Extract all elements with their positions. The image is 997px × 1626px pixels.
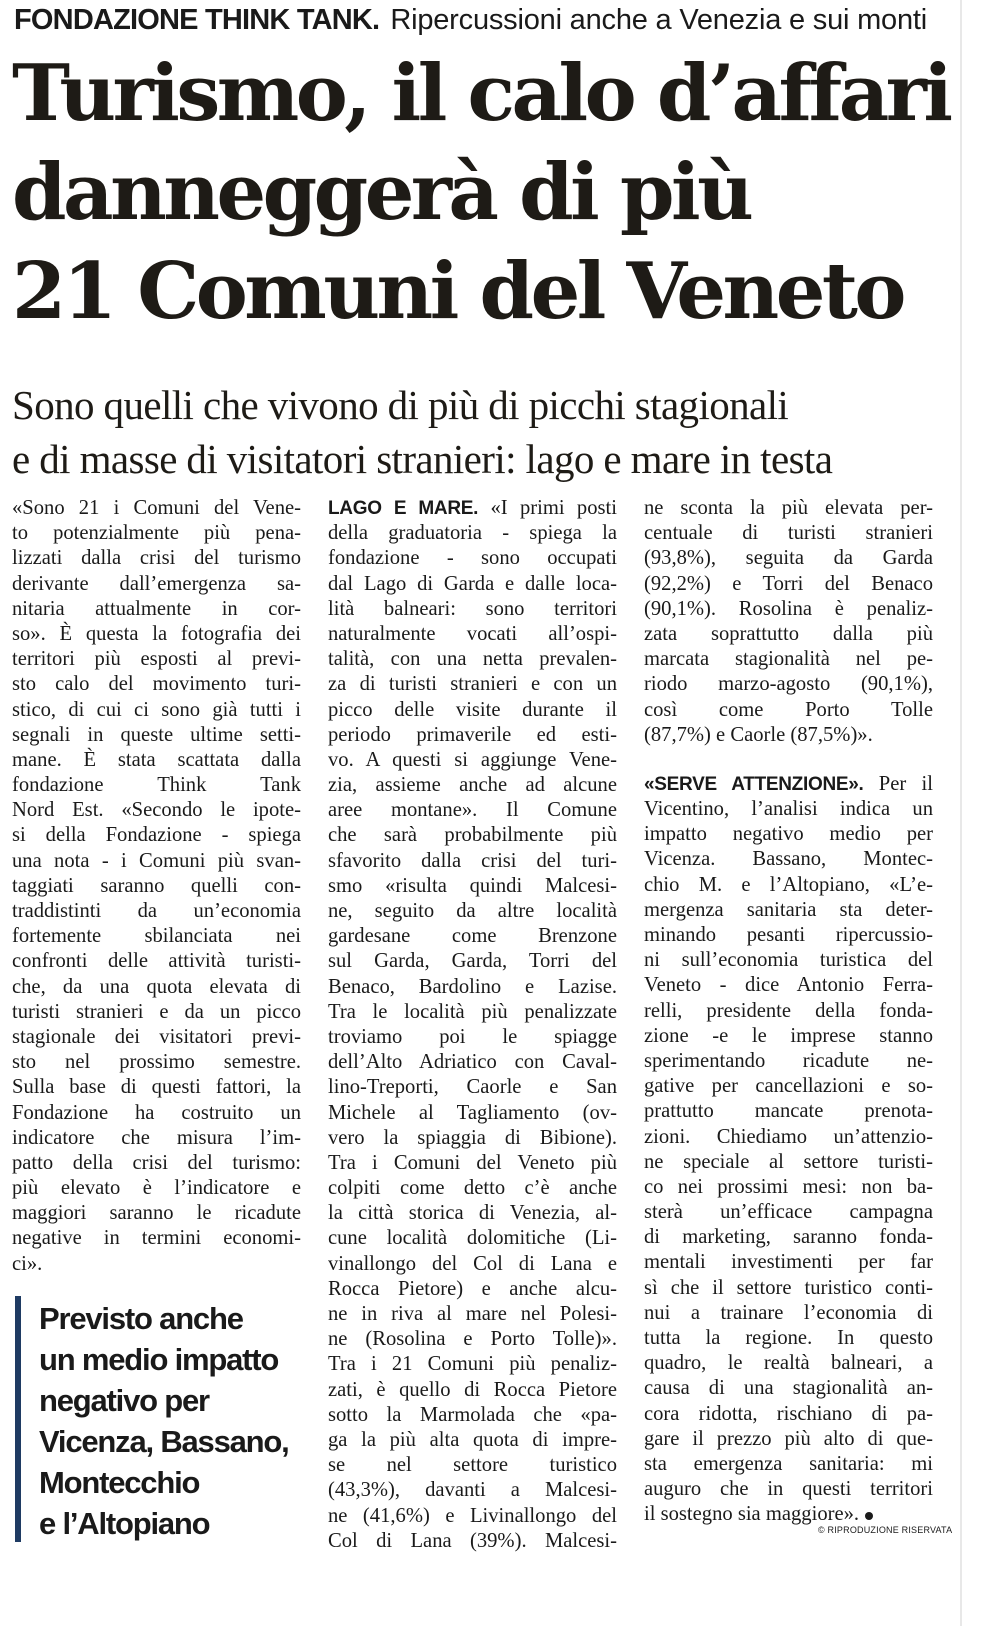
column-line: patto della crisi del turismo: (12, 1151, 301, 1174)
column-line: segnali in queste ultime setti- (12, 723, 301, 746)
column-line: causa di una stagionalità an- (644, 1377, 933, 1400)
column-line: centuale di turisti stranieri (644, 522, 933, 545)
column-line: to potenzialmente più pena- (12, 522, 301, 545)
column-line: maggiori saranno le ricadute (12, 1202, 301, 1225)
column-line: impatto negativo medio per (644, 823, 933, 846)
column-line: quadro, le realtà balneari, a (644, 1352, 933, 1375)
column-line: colpiti come detto c’è anche (328, 1177, 617, 1200)
kicker-text: Ripercussioni anche a Venezia e sui monti (390, 4, 928, 36)
column-line: cora ridotta, rischiano di pa- (644, 1402, 933, 1425)
column-line: tutta la regione. In questo (644, 1327, 933, 1349)
column-line: ci». (12, 1252, 43, 1275)
column-line: della graduatoria - spiega la (328, 522, 617, 545)
column-line: co nei prossimi mesi: non ba- (644, 1175, 933, 1198)
pull-quote-line: negativo per (39, 1383, 209, 1418)
column-line: sul Garda, Garda, Torri del (328, 950, 617, 973)
column-3-part-1 (644, 496, 933, 748)
column-line: gardesane come Brenzone (328, 925, 617, 948)
column-line: fondazione Think Tank (12, 774, 301, 797)
pull-quote-line: e l’Altopiano (39, 1506, 210, 1541)
column-line: sfavorito dalla crisi del turi- (328, 849, 617, 872)
column-line: mergenza sanitaria sta deter- (644, 898, 933, 921)
column-line: Rocca Pietore) e anche alcu- (328, 1277, 617, 1300)
column-line: Benaco, Bardolino e Lazise. (328, 975, 617, 998)
end-of-article-mark (865, 1512, 873, 1520)
column-line (328, 496, 617, 521)
column-line: così come Porto Tolle (644, 698, 933, 721)
column-line: smo «risulta quindi Malcesi- (328, 874, 617, 897)
column-line: marcata stagionalità nel pe- (644, 648, 933, 671)
column-line: so». È questa la fotografia dei (12, 622, 301, 645)
column-line: talità, con una netta prevalen- (328, 648, 617, 671)
column-line: lità balneari: sono territori (328, 597, 617, 620)
article-column-3 (644, 496, 933, 1528)
headline-line: danneggerà di più (12, 147, 751, 238)
column-line: di marketing, saranno fonda- (644, 1226, 933, 1249)
column-line: lino-Treporti, Caorle e San (328, 1076, 617, 1099)
headline (12, 44, 987, 341)
column-line: che, da una quota elevata di (12, 975, 301, 998)
column-line: sto nel prossimo semestre. (12, 1051, 301, 1074)
pull-quote-line: un medio impatto (39, 1342, 279, 1377)
column-line: Michele al Tagliamento (ov- (328, 1101, 617, 1124)
column-line (644, 772, 933, 797)
column-line: riodo marzo-agosto (90,1%), (644, 673, 933, 696)
column-line: dal Lago di Garda e dalle loca- (328, 572, 617, 595)
column-line: Nord Est. «Secondo le ipote- (12, 799, 301, 822)
column-line: ne sconta la più elevata per- (644, 497, 933, 519)
column-line: ga la più alta quota di impre- (328, 1428, 617, 1451)
column-line: una nota - i Comuni più svan- (12, 849, 301, 872)
pull-quote-bar (15, 1296, 21, 1542)
subheadline-line: Sono quelli che vivono di più di picchi stagionali (12, 382, 789, 428)
column-line: taggiati saranno quelli con- (12, 874, 301, 897)
kicker (14, 2, 927, 38)
column-line: mane. È stata scattata dalla (12, 748, 301, 771)
column-line: (90,1%). Rosolina è penaliz- (644, 597, 933, 620)
pull-quote (15, 1296, 315, 1542)
column-line: zioni. Chiediamo un’attenzio- (644, 1125, 933, 1148)
column-line: picco delle visite durante il (328, 698, 617, 721)
kicker-label: FONDAZIONE THINK TANK. (14, 4, 380, 36)
column-line: si della Fondazione - spiega (12, 824, 301, 847)
column-line: Sulla base di questi fattori, la (12, 1076, 301, 1099)
column-line: sì che il settore turistico conti- (644, 1276, 933, 1299)
column-line: Fondazione ha costruito un (12, 1101, 301, 1124)
column-line: auguro che in questi territori (644, 1478, 933, 1501)
column-line: mentali investimenti per far (644, 1251, 933, 1274)
pull-quote-line: Montecchio (39, 1465, 200, 1500)
column-line: sotto la Marmolada che «pa- (328, 1403, 617, 1426)
subheadline (12, 378, 987, 486)
column-line: aree montane». Il Comune (328, 799, 617, 822)
column-line: za di turisti stranieri e con un (328, 673, 617, 696)
column-line: Tra i 21 Comuni più penaliz- (328, 1353, 617, 1376)
column-line: nitaria attualmente in cor- (12, 597, 301, 620)
column-line: «Sono 21 i Comuni del Vene- (12, 497, 301, 519)
column-line: prattutto mancate prenota- (644, 1100, 933, 1123)
column-line: zione -e le imprese stanno (644, 1024, 933, 1047)
column-line: fondazione - sono occupati (328, 547, 617, 570)
column-line: zata soprattutto dalla più (644, 622, 933, 645)
column-line: ne, seguito da altre località (328, 900, 617, 922)
column-line: nui a trainare l’economia di (644, 1301, 933, 1324)
section-runin-lago-e-mare: LAGO E MARE. (328, 498, 479, 519)
column-line: ne in riva al mare nel Polesi- (328, 1303, 617, 1325)
column-line: sta emergenza sanitaria: mi (644, 1452, 933, 1475)
column-line: Veneto - dice Antonio Ferra- (644, 974, 933, 997)
column-line-text: Per il (878, 772, 933, 795)
column-line: zia, assieme anche ad alcune (328, 774, 617, 797)
column-line: vo. A questi si aggiunge Vene- (328, 748, 617, 771)
column-line: minando pesanti ripercussio- (644, 924, 933, 946)
column-line: troviamo poi le spiagge (328, 1025, 617, 1048)
column-line: turisti stranieri e da un picco (12, 1000, 301, 1023)
column-line: dell’Alto Adriatico con Caval- (328, 1051, 617, 1074)
column-line: sterà un’efficace campagna (644, 1201, 933, 1224)
column-line: Tra le località più penalizzate (328, 1000, 617, 1023)
column-line: indicatore che misura l’im- (12, 1126, 301, 1149)
column-line: ni sull’economia turistica del (644, 949, 933, 972)
column-line: naturalmente vocati all’ospi- (328, 622, 617, 645)
column-3-part-2 (644, 797, 933, 1527)
column-line: il sostegno sia maggiore». (644, 1502, 933, 1527)
column-line: gative per cancellazioni e so- (644, 1075, 933, 1098)
column-line: (92,2%) e Torri del Benaco (644, 572, 933, 595)
column-line: la città storica di Venezia, al- (328, 1202, 617, 1225)
column-line: che sarà probabilmente più (328, 824, 617, 847)
column-line: vero la spiaggia di Bibione). (328, 1126, 617, 1149)
column-line: Col di Lana (39%). Malcesi- (328, 1529, 617, 1552)
column-line: Vicenza. Bassano, Montec- (644, 848, 933, 871)
column-line: cune località dolomitiche (Li- (328, 1227, 617, 1250)
article-column-1 (12, 496, 301, 1277)
column-line: relli, presidente della fonda- (644, 999, 933, 1022)
column-line: fortemente sbilanciata nei (12, 925, 301, 948)
column-line: chio M. e l’Altopiano, «L’e- (644, 873, 933, 896)
column-line: sperimentando ricadute ne- (644, 1049, 933, 1072)
column-line: Vicentino, l’analisi indica un (644, 798, 933, 821)
column-line-text: «I primi posti (490, 497, 617, 519)
copyright-notice: © RIPRODUZIONE RISERVATA (818, 1525, 953, 1535)
column-line: (87,7%) e Caorle (87,5%)». (644, 723, 873, 746)
column-line: derivante dall’emergenza sa- (12, 572, 301, 595)
headline-line: Turismo, il calo d’affari (12, 48, 950, 139)
column-line: lizzati dalla crisi del turismo (12, 547, 301, 570)
column-line: periodo primaverile ed esti- (328, 723, 617, 746)
column-line: più elevato è l’indicatore e (12, 1177, 301, 1200)
headline-line: 21 Comuni del Veneto (12, 246, 903, 337)
column-line: gare il prezzo più alto di que- (644, 1427, 933, 1450)
column-line: traddistinti da un’economia (12, 900, 301, 922)
paragraph-gap (644, 748, 933, 772)
column-line: ne (Rosolina e Porto Tolle)». (328, 1328, 617, 1351)
column-line: territori più esposti al previ- (12, 648, 301, 671)
column-line: confronti delle attività turisti- (12, 950, 301, 973)
column-line: zati, è quello di Rocca Pietore (328, 1378, 617, 1401)
column-line: stico, di cui ci sono già tutti i (12, 698, 301, 721)
pull-quote-line: Previsto anche (39, 1301, 243, 1336)
column-line: se nel settore turistico (328, 1454, 617, 1477)
pull-quote-text (39, 1298, 289, 1544)
column-line: ne speciale al settore turisti- (644, 1150, 933, 1173)
section-runin-serve-attenzione: «SERVE ATTENZIONE». (644, 773, 864, 795)
column-line: vinallongo del Col di Lana e (328, 1252, 617, 1275)
page-edge-rule (960, 0, 962, 1626)
column-line: (43,3%), davanti a Malcesi- (328, 1479, 617, 1502)
column-line: ne (41,6%) e Livinallongo del (328, 1504, 617, 1527)
article-column-2 (328, 496, 617, 1554)
column-line: Tra i Comuni del Veneto più (328, 1151, 617, 1174)
column-line: negative in termini economi- (12, 1227, 301, 1250)
column-line: (93,8%), seguita da Garda (644, 547, 933, 570)
column-line: sto calo del movimento turi- (12, 673, 301, 696)
column-line: stagionale dei visitatori previ- (12, 1025, 301, 1048)
pull-quote-line: Vicenza, Bassano, (39, 1424, 289, 1459)
subheadline-line: e di masse di visitatori stranieri: lago e mare in testa (12, 436, 833, 482)
